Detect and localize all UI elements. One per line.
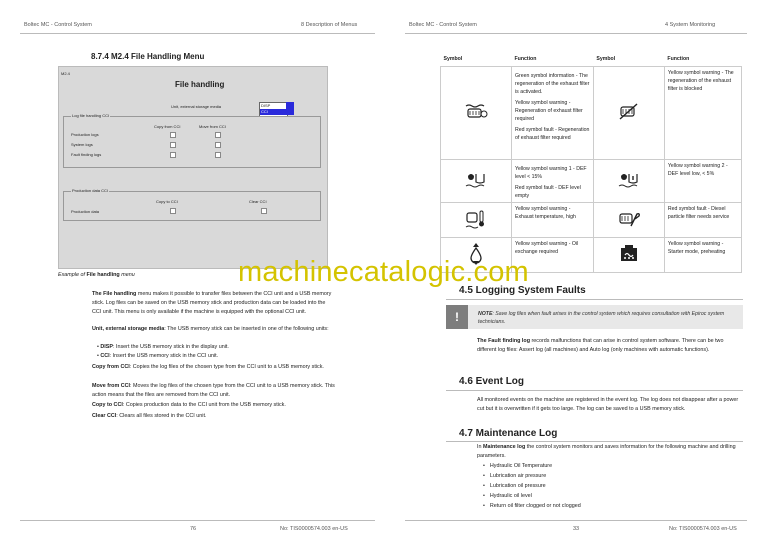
storage-media-label: Unit, external storage media <box>171 104 222 109</box>
section-4-7-title: 4.7 Maintenance Log <box>459 428 558 439</box>
prod-group-title: Production data CCI <box>72 188 109 193</box>
log-file-group <box>63 116 321 168</box>
right-footer-rule <box>405 520 747 521</box>
move-production-logs-checkbox[interactable] <box>215 132 221 138</box>
storage-media-select[interactable] <box>259 102 288 117</box>
exhaust-filter-icon <box>441 67 512 160</box>
left-footer-doc: No: TIS0000574.003 en-US <box>280 526 348 532</box>
note-box <box>446 305 743 329</box>
row2-function-2: Yellow symbol warning 2 - DEF level low, < 5% <box>664 160 741 203</box>
def-level-low-icon <box>593 160 664 203</box>
section-4-6-title: 4.6 Event Log <box>459 376 525 387</box>
table-header-row <box>441 52 742 67</box>
paragraph-storage: Unit, external storage media: The USB memory stick can be inserted in one of the following units: <box>92 326 329 332</box>
right-header-title: Boltec MC - Control System <box>409 22 477 28</box>
table-row <box>441 67 742 160</box>
exhaust-temperature-icon <box>441 203 512 238</box>
copy-to-cci-checkbox[interactable] <box>170 208 176 214</box>
paragraph-clear: Clear CCI: Clears all files stored in the CCI unit. <box>92 413 207 419</box>
th-function-1: Function <box>514 56 537 62</box>
section-4-7-rule <box>446 441 743 442</box>
right-page-number: 33 <box>573 526 580 532</box>
paragraph-fault-log: The Fault finding log records malfunctions that can arise in control system software. There can be two different log files: Assert log (all machines) and Auto log (only machines with automatic functions). <box>477 338 724 353</box>
row3-function-2: Red symbol fault - Diesel particle filter needs service <box>664 203 741 238</box>
section-4-5-rule <box>446 299 743 300</box>
bullet-cci: • CCI: Insert the USB memory stick in the CCI unit. <box>97 353 219 359</box>
maintenance-parameter-list <box>483 461 581 511</box>
log-group-title: Log file handling CCI <box>72 113 110 118</box>
list-item: • Lubrication air pressure <box>483 471 581 481</box>
move-fault-logs-checkbox[interactable] <box>215 152 221 158</box>
list-item: • Lubrication oil pressure <box>483 481 581 491</box>
list-item: • Hydraulic Oil Temperature <box>483 461 581 471</box>
row-fault-finding-logs: Fault finding logs <box>71 152 102 157</box>
copy-production-logs-checkbox[interactable] <box>170 132 176 138</box>
paragraph-copy-from: Copy from CCI: Copies the log files of the chosen type from the CCI unit to a USB memory stick. <box>92 364 324 370</box>
right-footer-doc: No: TIS0000574.003 en-US <box>669 526 737 532</box>
row4-function-2: Yellow symbol warning - Starter mode, preheating <box>664 238 741 273</box>
note-text: NOTE: Save log files when fault arises in the control system which requires consultation with Epiroc system technicians. <box>478 311 725 325</box>
engine-preheat-icon <box>593 238 664 273</box>
row-production-data: Production data <box>71 209 100 214</box>
section-title-file-handling: 8.7.4 M2.4 File Handling Menu <box>91 52 205 61</box>
figure-caption: Example of File handling menu <box>58 272 135 278</box>
left-page-number: 76 <box>190 526 197 532</box>
screen-id: M2.4 <box>61 71 70 76</box>
left-header-chapter: 8 Description of Menus <box>301 22 358 28</box>
th-symbol-1: Symbol <box>443 56 463 62</box>
watermark-text: machinecatalogic.com <box>238 256 529 288</box>
row-production-logs: Production logs <box>71 132 99 137</box>
paragraph-event-log: All monitored events on the machine are registered in the event log. The log does not disappear after a power cut but it is overwritten if it gets too large. The log can be saved to a USB memory stick. <box>477 397 739 412</box>
list-item: • Hydraulic oil level <box>483 491 581 501</box>
particle-filter-service-icon <box>593 203 664 238</box>
row-system-logs: System logs <box>71 142 93 147</box>
paragraph-copy-to: Copy to CCI: Copies production data to the CCI unit from the USB memory stick. <box>92 402 286 408</box>
th-symbol-2: Symbol <box>596 56 616 62</box>
clear-cci-checkbox[interactable] <box>261 208 267 214</box>
col-clear-cci: Clear CCI <box>249 199 267 204</box>
col-copy-from-cci: Copy from CCI <box>154 124 181 129</box>
bullet-disp: • DISP: Insert the USB memory stick in the display unit. <box>97 344 229 350</box>
col-move-from-cci: Move from CCI <box>199 124 226 129</box>
paragraph-intro: The File handling menu makes it possible to transfer files between the CCI unit and a USB memory stick. Log files can be saved on the USB memory stick and production data can be loaded into the CCI unit. This menu is only available if the machine is equipped with the optional CCI unit. <box>92 291 332 315</box>
section-4-5-title: 4.5 Logging System Faults <box>459 285 586 296</box>
list-item: • Return oil filter clogged or not clogged <box>483 501 581 511</box>
screen-title: File handling <box>175 80 225 89</box>
row1-function-2: Yellow symbol warning - The regeneration of the exhaust filter is blocked <box>664 67 741 160</box>
row4-function-1: Yellow symbol warning - Oil exchange required <box>512 238 594 273</box>
row3-function-1: Yellow symbol warning - Exhaust temperature, high <box>512 203 594 238</box>
left-header-rule <box>20 33 375 34</box>
copy-fault-logs-checkbox[interactable] <box>170 152 176 158</box>
move-system-logs-checkbox[interactable] <box>215 142 221 148</box>
storage-scroll-handle[interactable] <box>286 102 294 115</box>
right-header-chapter: 4 System Monitoring <box>665 22 716 28</box>
row1-function-1: Green symbol information - The regeneration of the exhaust filter is activated. Yellow symbol warning - Regeneration of exhaust filter required Red symbol fault - Regeneration of exhaust filter required <box>512 67 594 160</box>
section-4-6-rule <box>446 390 743 391</box>
storage-option-disp[interactable]: DISP <box>261 103 271 108</box>
exhaust-filter-blocked-icon <box>593 67 664 160</box>
warning-icon: ! <box>446 305 468 329</box>
right-header-rule <box>405 33 747 34</box>
table-row <box>441 203 742 238</box>
def-level-icon <box>441 160 512 203</box>
col-copy-to-cci: Copy to CCI <box>156 199 178 204</box>
production-data-group <box>63 191 321 221</box>
copy-system-logs-checkbox[interactable] <box>170 142 176 148</box>
row2-function-1: Yellow symbol warning 1 - DEF level < 15% Red symbol fault - DEF level empty <box>512 160 594 203</box>
file-handling-screen <box>58 66 328 269</box>
storage-option-cci[interactable]: CCI <box>260 109 287 115</box>
th-function-2: Function <box>667 56 690 62</box>
paragraph-maintenance-log: In Maintenance log the control system monitors and saves information for the following machine and drilling parameters. <box>477 444 736 459</box>
table-row <box>441 160 742 203</box>
left-header-title: Boltec MC - Control System <box>24 22 92 28</box>
paragraph-move-from: Move from CCI: Moves the log files of the chosen type from the CCI unit to a USB memory stick. This action means that the files are removed from the CCI unit. <box>92 383 335 398</box>
symbol-table <box>440 52 742 273</box>
left-footer-rule <box>20 520 375 521</box>
